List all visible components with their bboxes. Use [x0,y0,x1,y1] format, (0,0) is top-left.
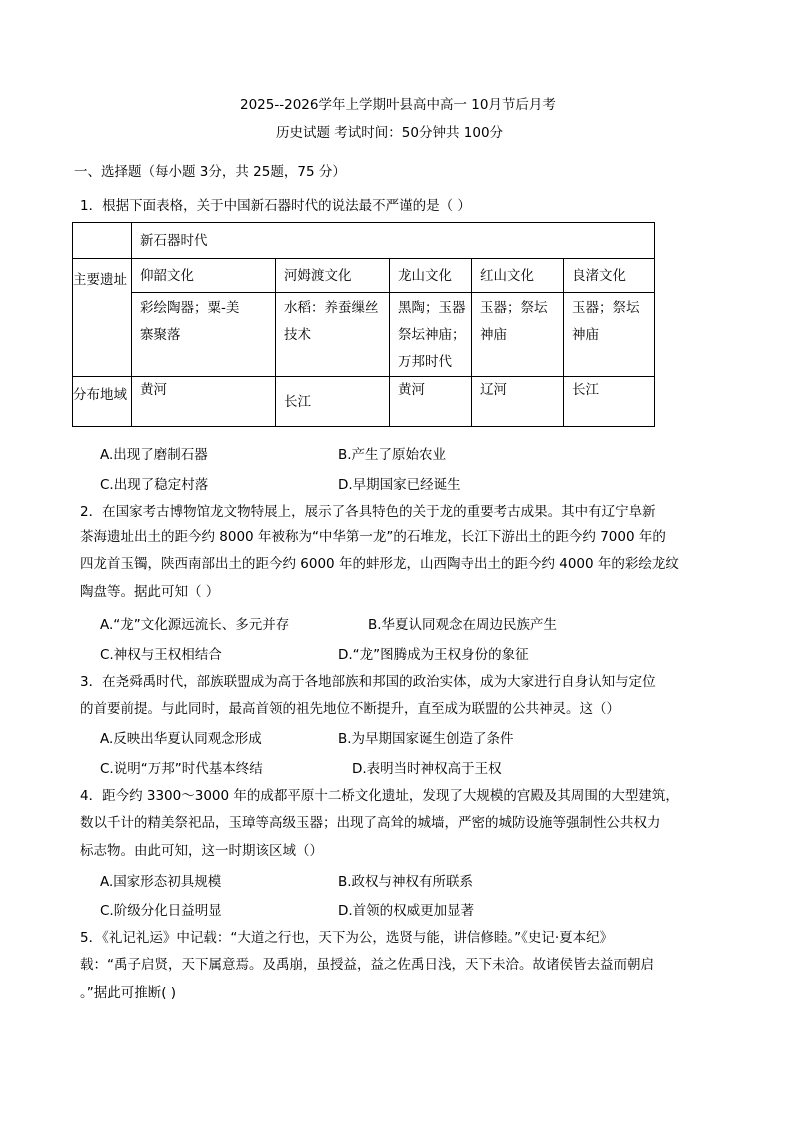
culture-features-cell [132,293,276,377]
features-line: 万邦时代 [398,354,452,370]
features-line: 祭坛神庙； [398,327,466,343]
region-cell: 黄河 [390,377,472,427]
row-label-region [73,377,132,427]
features-line: 神庙 [572,327,599,343]
q2-line: 2．在国家考古博物馆龙文物特展上，展示了各具特色的关于龙的重要考古成果。其中有辽宁阜新 [80,504,656,520]
features-line: 技术 [284,327,311,343]
q2-line: 陶盘等。据此可知（ ） [80,584,220,600]
exam-title: 2025--2026学年上学期叶县高中高一 10月节后月考 [240,97,556,113]
culture-name-cell: 良渚文化 [564,259,655,293]
culture-features-cell [564,293,655,377]
q1-stem: 1．根据下面表格，关于中国新石器时代的说法最不严谨的是（ ） [80,198,471,214]
row-label-region-text: 分布地域 [73,387,127,403]
culture-name-cell: 红山文化 [472,259,564,293]
region-cell: 长江 [276,377,390,427]
q3-option-a[interactable]: A.反映出华夏认同观念形成 [100,731,262,747]
q4-option-b[interactable]: B.政权与神权有所联系 [338,874,474,890]
region-cell: 辽河 [472,377,564,427]
features-line: 水稻：养蚕缫丝 [284,300,379,316]
q3-line: 3．在尧舜禹时代，部族联盟成为高于各地部族和邦国的政治实体，成为大家进行自身认知与定位 [80,674,656,690]
q2-option-b[interactable]: B.华夏认同观念在周边民族产生 [368,617,558,633]
features-line: 寨聚落 [140,327,181,343]
region-cell: 黄河 [132,377,276,427]
q5-line: 载：“禹子启贤，天下属意焉。及禹崩，虽授益，益之佐禹日浅，天下未洽。故诸侯皆去益而朝启 [80,957,654,973]
neolithic-table [72,222,655,427]
q3-option-c[interactable]: C.说明“万邦”时代基本终结 [100,761,263,777]
culture-features-cell [472,293,564,377]
q1-option-b[interactable]: B.产生了原始农业 [338,447,447,463]
region-cell: 长江 [564,377,655,427]
q4-line: 4．距今约 3300～3000 年的成都平原十二桥文化遗址，发现了大规模的宫殿及其周围的大型建筑， [80,788,679,804]
q2-option-c[interactable]: C.神权与王权相结合 [100,647,222,663]
q2-line: 四龙首玉镯，陕西南部出土的距今约 6000 年的蚌形龙，山西陶寺出土的距今约 4000 年的彩绘龙纹 [80,556,679,572]
features-line: 神庙 [480,327,507,343]
q3-option-b[interactable]: B.为早期国家诞生创造了条件 [338,731,514,747]
q4-line: 数以千计的精美祭祀品，玉璋等高级玉器；出现了高耸的城墙，严密的城防设施等强制性公共权力 [80,815,661,831]
row-label-sites [73,259,132,377]
features-line: 玉器；祭坛 [480,300,548,316]
q2-option-d[interactable]: D.“龙”图腾成为王权身份的象征 [338,647,529,663]
q1-option-d[interactable]: D.早期国家已经诞生 [338,477,461,493]
q3-option-d[interactable]: D.表明当时神权高于王权 [352,761,502,777]
q1-option-c[interactable]: C.出现了稳定村落 [100,477,209,493]
q4-option-d[interactable]: D.首领的权威更加显著 [338,903,475,919]
era-header-cell: 新石器时代 [132,223,655,259]
exam-subtitle: 历史试题 考试时间：50分钟共 100分 [276,125,504,141]
q2-option-a[interactable]: A.“龙”文化源远流长、多元并存 [100,617,290,633]
features-line: 玉器；祭坛 [572,300,640,316]
culture-features-cell [276,293,390,377]
q2-line: 茶海遗址出土的距今约 8000 年被称为“中华第一龙”的石堆龙，长江下游出土的距今约 7000 年的 [80,529,666,545]
q5-line: 5．《礼记礼运》中记载：“大道之行也，天下为公，选贤与能，讲信修睦。”《史记·夏本纪》 [80,930,614,946]
culture-name-cell: 河姆渡文化 [276,259,390,293]
q4-option-c[interactable]: C.阶级分化日益明显 [100,903,222,919]
q5-line: 。”据此可推断( ) [80,985,177,1001]
row-label-sites-text: 主要遗址 [73,272,127,288]
q3-line: 的首要前提。与此同时，最高首领的祖先地位不断提升，直至成为联盟的公共神灵。这（） [80,701,620,717]
features-line: 黑陶；玉器 [398,300,466,316]
features-line: 彩绘陶器；粟-美 [140,300,240,316]
q4-line: 标志物。由此可知，这一时期该区域（） [80,843,323,859]
q4-option-a[interactable]: A.国家形态初具规模 [100,874,222,890]
culture-name-cell: 龙山文化 [390,259,472,293]
q1-option-a[interactable]: A.出现了磨制石器 [100,447,208,463]
culture-name-cell: 仰韶文化 [132,259,276,293]
section-heading: 一、选择题（每小题 3分，共 25题，75 分） [74,164,346,180]
culture-features-cell [390,293,472,377]
table-corner-cell [73,223,132,259]
